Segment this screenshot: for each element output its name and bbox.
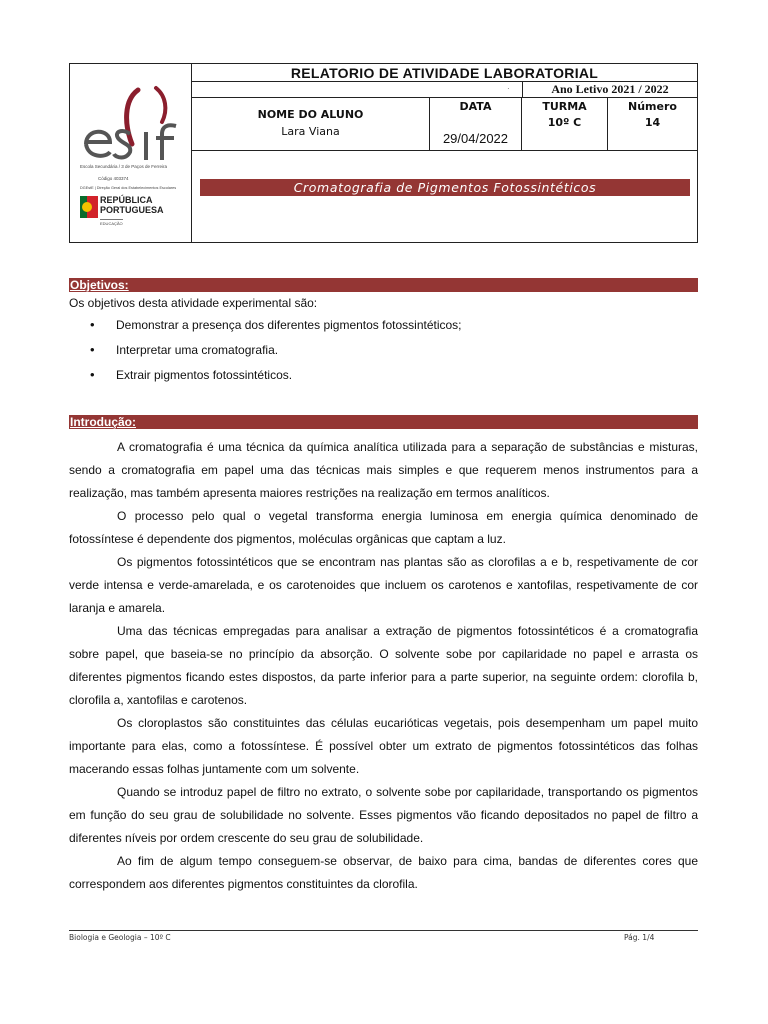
esf-logo-icon <box>76 84 186 162</box>
subject-title: Cromatografia de Pigmentos Fotossintéticos <box>200 179 690 196</box>
school-code: Código 403374 <box>98 176 129 181</box>
list-item: • Interpretar uma cromatografia. <box>90 343 462 368</box>
republic-line1: REPÚBLICA <box>100 195 153 205</box>
date-value: 29/04/2022 <box>442 131 509 146</box>
student-cell <box>192 98 430 150</box>
paragraph: A cromatografia é uma técnica da química analítica utilizada para a separação de substâncias e misturas, sendo a cromatografia em papel uma das técnicas mais simples e que requerem menos instrumentos para a realização, mas também apresenta maiores restrições na realização em termos analíticos. <box>69 440 698 500</box>
year-mark: · <box>507 84 510 93</box>
objectives-intro: Os objetivos desta atividade experimental são: <box>69 296 318 310</box>
introduction-heading: Introdução: <box>69 415 698 429</box>
objectives-heading: Objetivos: <box>69 278 698 292</box>
class-cell <box>522 98 608 150</box>
student-label: NOME DO ALUNO <box>257 108 364 121</box>
class-value: 10º C <box>547 116 582 129</box>
class-label: TURMA <box>542 100 587 113</box>
paragraph: O processo pelo qual o vegetal transforma energia luminosa em energia química denominado de fotossíntese é dependente dos pigmentos, moléculas orgânicas que captam a luz. <box>69 509 698 546</box>
number-value: 14 <box>644 116 661 129</box>
school-name: Escola Secundária / 3 de Paços de Ferreira <box>80 164 168 169</box>
date-label: DATA <box>459 100 492 113</box>
introduction-body <box>69 436 698 896</box>
report-header <box>69 63 698 243</box>
school-logo-block <box>70 64 192 242</box>
education-label: EDUCAÇÃO <box>100 221 123 226</box>
paragraph: Os cloroplastos são constituintes das células eucarióticas vegetais, pois desempenham um papel muito importante para elas, como a fotossíntese. É possível obter um extrato de pigmentos fotossintéticos das folhas macerando essas folhas juntamente com um solvente. <box>69 716 698 776</box>
republic-label <box>100 195 164 215</box>
directorate-label: DGEstE | Direção Geral dos Estabelecimentos Escolares <box>80 186 177 190</box>
student-info-row <box>192 98 697 151</box>
list-item: • Extrair pigmentos fotossintéticos. <box>90 368 462 393</box>
list-item: • Demonstrar a presença dos diferentes pigmentos fotossintéticos; <box>90 318 462 343</box>
republic-line2: PORTUGUESA <box>100 205 164 215</box>
footer-subject: Biologia e Geologia – 10º C <box>69 933 171 942</box>
republic-emblem-icon <box>80 196 98 218</box>
date-cell <box>430 98 522 150</box>
school-year-row <box>192 82 697 98</box>
number-cell <box>608 98 697 150</box>
report-title: RELATORIO DE ATIVIDADE LABORATORIAL <box>192 64 697 82</box>
paragraph: Uma das técnicas empregadas para analisar a extração de pigmentos fotossintéticos é a cromatografia sobre papel, que baseia-se no princípio da absorção. O solvente sobe por capilaridade no papel e arrasta os diferentes pigmentos ficando estes dispostos, da parte inferior para a parte superior, na seguinte ordem: clorofila b, clorofila a, xantofilas e carotenos. <box>69 624 698 707</box>
footer-divider <box>69 930 698 931</box>
page-number: Pág. 1/4 <box>624 933 655 942</box>
school-year: Ano Letivo 2021 / 2022 <box>522 82 697 97</box>
paragraph: Ao fim de algum tempo conseguem-se observar, de baixo para cima, bandas de diferentes cores que correspondem aos diferentes pigmentos constituintes da clorofila. <box>69 854 698 891</box>
student-name: Lara Viana <box>281 125 340 138</box>
objectives-list <box>90 318 462 393</box>
number-label: Número <box>628 100 677 113</box>
paragraph: Os pigmentos fotossintéticos que se encontram nas plantas são as clorofilas a e b, respetivamente de cor verde intensa e verde-amarelada, e os carotenoides que incluem os carotenos e xantofilas, respetivamente de cor laranja e amarela. <box>69 555 698 615</box>
paragraph: Quando se introduz papel de filtro no extrato, o solvente sobe por capilaridade, transportando os pigmentos em função do seu grau de solubilidade no solvente. Esses pigmentos vão ficando depositados no papel de filtro a diferentes níveis por ordem crescente do seu grau de solubilidade. <box>69 785 698 845</box>
